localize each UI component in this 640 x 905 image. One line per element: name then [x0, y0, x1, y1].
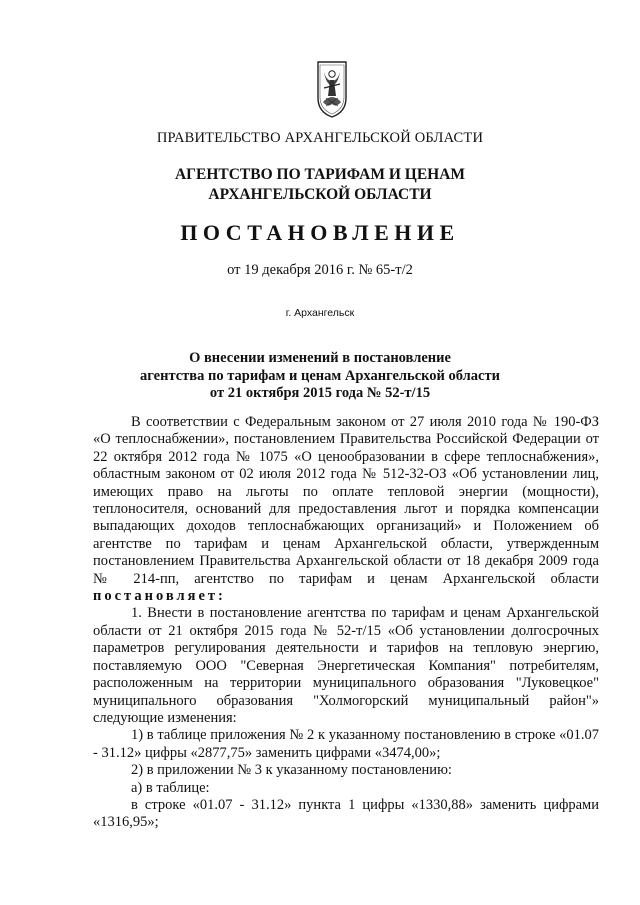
subject-line2: агентства по тарифам и ценам Архангельской области	[140, 367, 500, 384]
government-name: ПРАВИТЕЛЬСТВО АРХАНГЕЛЬСКОЙ ОБЛАСТИ	[156, 130, 484, 146]
subject-line3: от 21 октября 2015 года № 52-т/15	[209, 385, 431, 401]
agency-name	[0, 165, 640, 205]
subitem-2-paragraph: 2) в приложении № 3 к указанному постановлению:	[131, 762, 452, 779]
resolves-colon: :	[218, 588, 226, 605]
arkhangelsk-coat-of-arms-icon	[312, 58, 352, 120]
city-name: г. Архангельск	[285, 307, 355, 319]
preamble-paragraph	[93, 414, 599, 605]
subitem-2a-row-paragraph: в строке «01.07 - 31.12» пункта 1 цифры «1330,88» заменить цифрами «1316,95»;	[93, 796, 599, 831]
item-1-paragraph: 1. Внести в постановление агентства по тарифам и ценам Архангельской области от 21 октября 2015 года № 52-т/15 «Об установлении долгосрочных параметров регулирования деятельности и тарифов на тепловую энергию, поставляемую ООО "Северная Энергетическая Компания" потребителям, расположенным на территории муниципального образования "Луковецкое" муниципального образования "Холмогорский муниципальный район"» следующие изменения:	[93, 605, 599, 726]
resolves-word: постановляет	[93, 588, 219, 605]
date-and-number: от 19 декабря 2016 г. № 65-т/2	[227, 262, 413, 278]
agency-name-line1: АГЕНТСТВО ПО ТАРИФАМ И ЦЕНАМ	[174, 166, 466, 183]
preamble-text: В соответствии с Федеральным законом от 27 июля 2010 года № 190-ФЗ «О теплоснабжении», постановлением Правительства Российской Федерации от 22 октября 2012 года № 1075 «О ценообразовании в сфере теплоснабжения», областным законом от 02 июля 2012 года № 512-32-ОЗ «Об установлении лиц, имеющих право на льготы по оплате тепловой энергии (мощности), теплоносителя, оснований для предоставления льгот и порядка компенсации выпадающих доходов теплоснабжающих организаций» и Положением об агентстве по тарифам и ценам Архангельской области, утвержденным постановлением Правительства Архангельской области от 18 декабря 2009 года № 214-пп, агентство по тарифам и ценам Архангельской области	[93, 414, 599, 587]
subitem-1-paragraph: 1) в таблице приложения № 2 к указанному постановлению в строке «01.07 - 31.12» цифры «2877,75» заменить цифрами «3474,00»;	[93, 727, 599, 761]
document-type-title: ПОСТАНОВЛЕНИЕ	[180, 220, 460, 245]
subject-line1: О внесении изменений в постановление	[189, 350, 451, 366]
agency-name-line2: АРХАНГЕЛЬСКОЙ ОБЛАСТИ	[208, 186, 432, 203]
subitem-2a-paragraph: а) в таблице:	[131, 779, 210, 796]
subject-heading	[0, 350, 640, 403]
document-body	[93, 414, 599, 832]
